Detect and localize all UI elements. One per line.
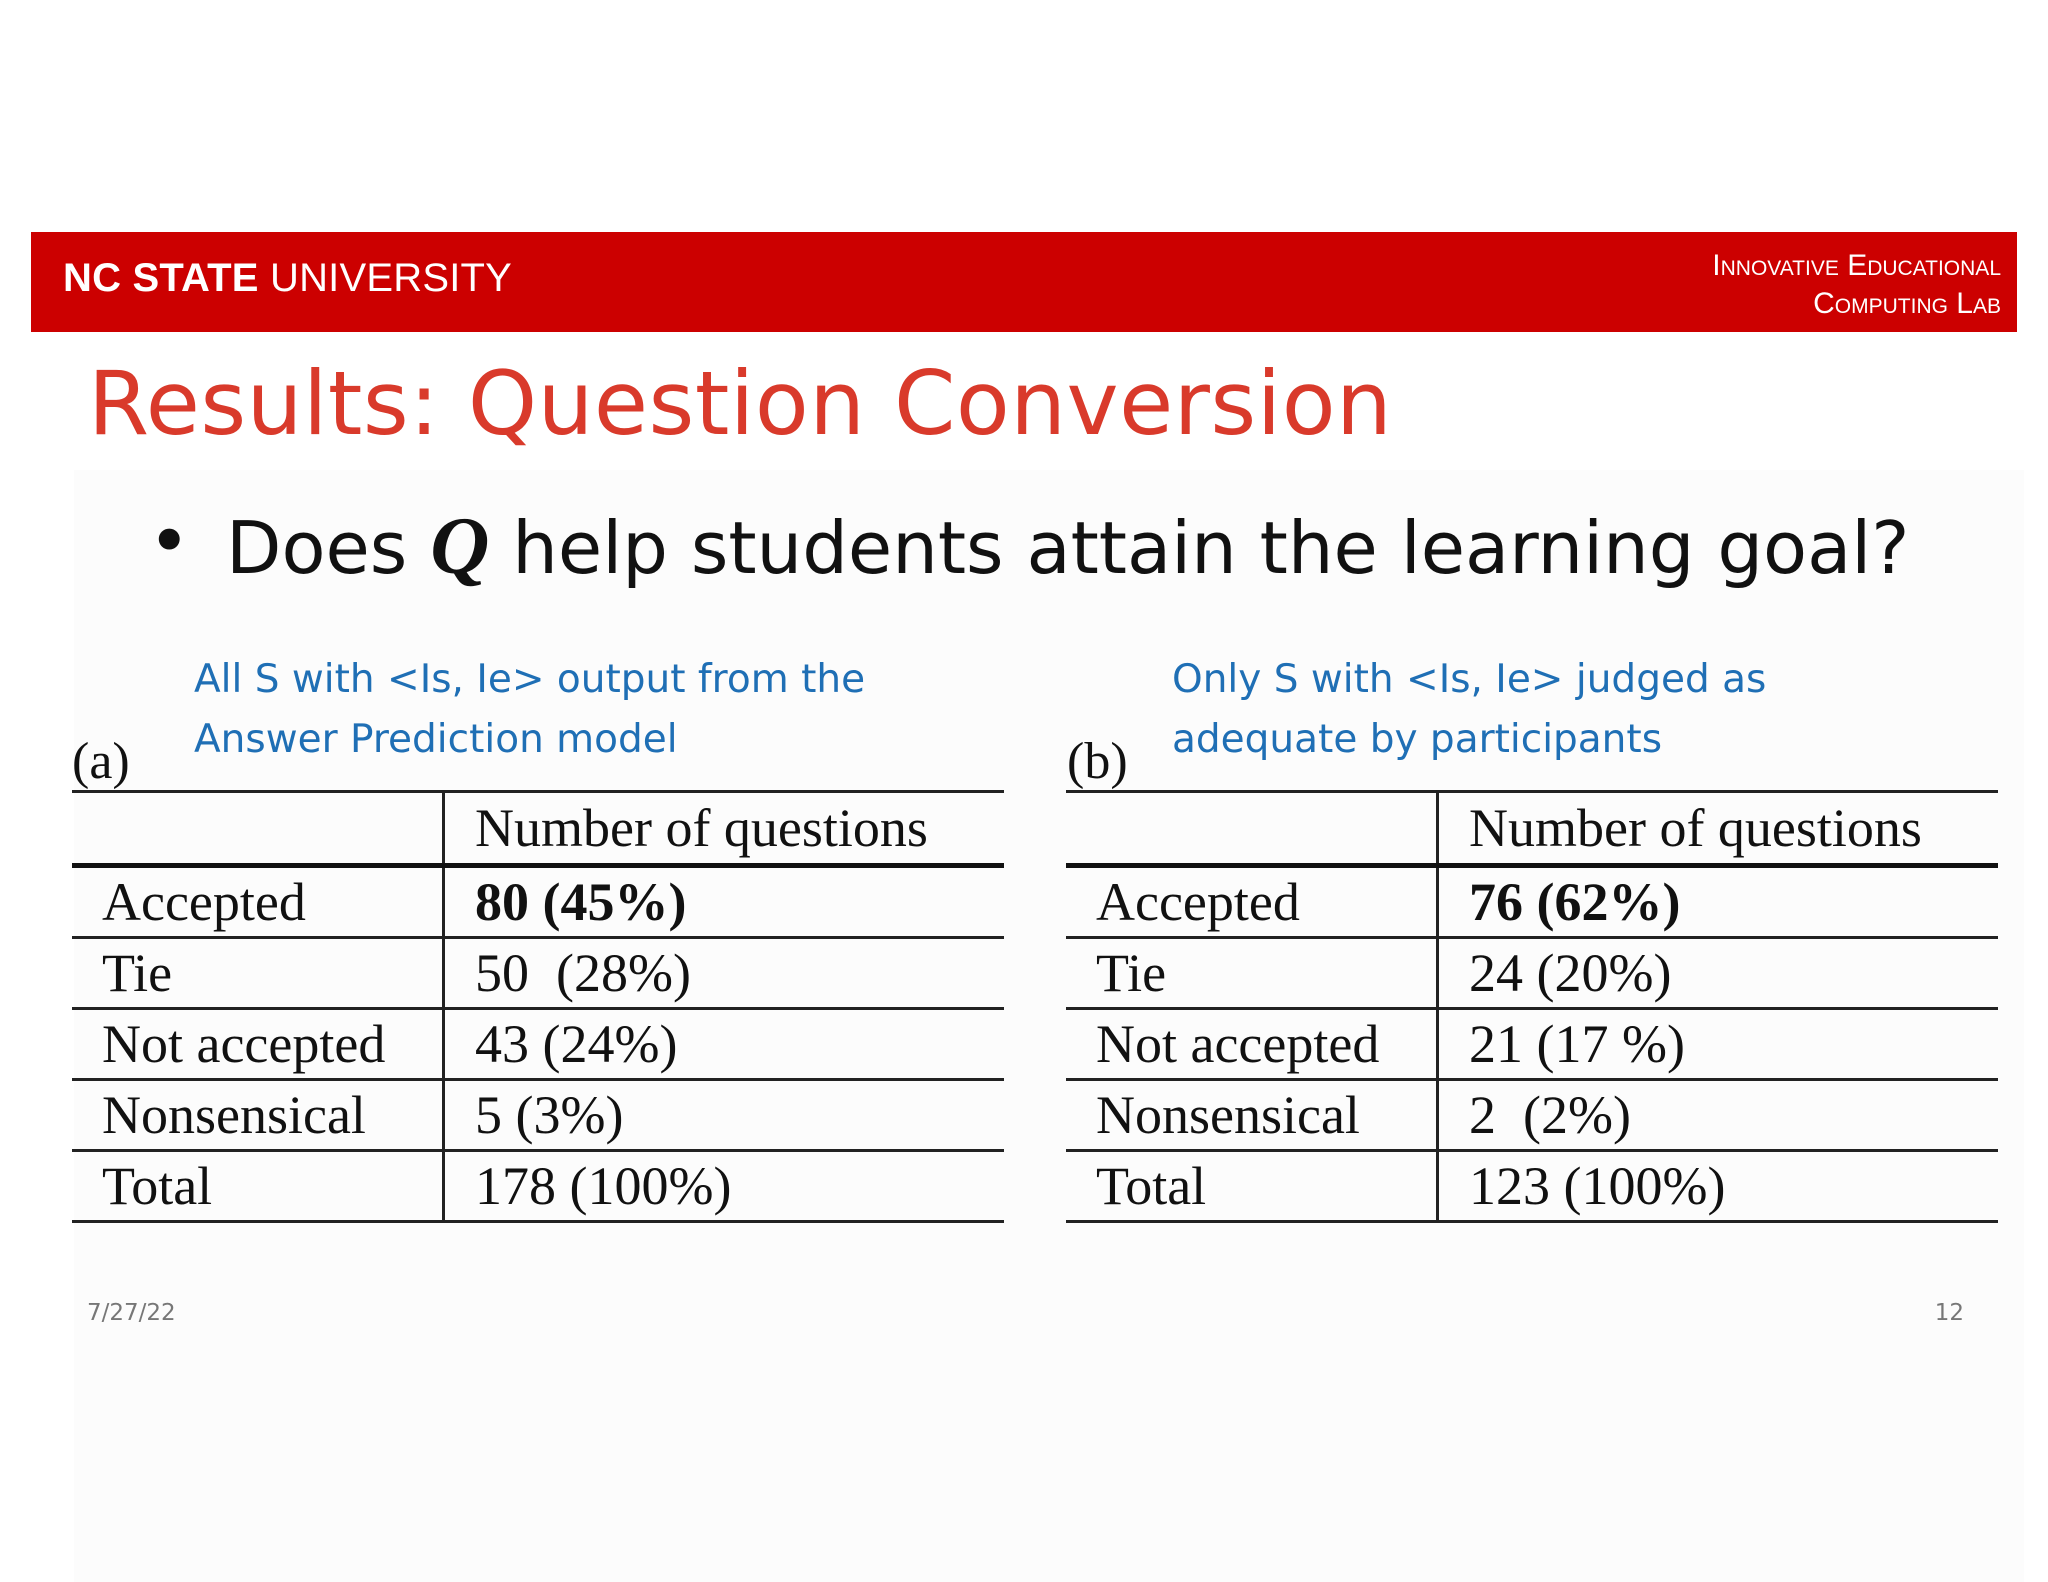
table-row	[72, 866, 1004, 938]
table-a-note-line2: Answer Prediction model	[194, 717, 678, 762]
question-post: help students attain the learning goal?	[489, 506, 1910, 590]
table-corner-cell	[72, 792, 444, 866]
footer-page-number: 12	[1934, 1300, 1964, 1326]
value-cell: 24 (20%)	[1438, 938, 1999, 1009]
question-text	[226, 500, 1910, 591]
table-header-row	[1066, 792, 1998, 866]
table-a	[72, 790, 1004, 1223]
category-cell: Nonsensical	[1066, 1080, 1438, 1151]
value-cell: 76 (62%)	[1438, 866, 1999, 938]
table-corner-cell	[1066, 792, 1438, 866]
value-cell: 123 (100%)	[1438, 1151, 1999, 1222]
category-cell: Tie	[1066, 938, 1438, 1009]
value-cell: 178 (100%)	[444, 1151, 1005, 1222]
category-cell: Tie	[72, 938, 444, 1009]
footer-date: 7/27/22	[87, 1300, 176, 1326]
table-a-label: (a)	[72, 733, 130, 790]
value-cell: 50 (28%)	[444, 938, 1005, 1009]
table-b-note	[1172, 650, 1766, 770]
value-cell: 43 (24%)	[444, 1009, 1005, 1080]
category-cell: Accepted	[72, 866, 444, 938]
table-row	[1066, 866, 1998, 938]
lab-name-line1: Innovative Educational	[1712, 249, 2001, 282]
table-row	[72, 1009, 1004, 1080]
value-cell: 80 (45%)	[444, 866, 1005, 938]
table-a-note-line1: All S with <Is, Ie> output from the	[194, 657, 866, 702]
category-cell: Total	[72, 1151, 444, 1222]
header-banner	[31, 232, 2017, 332]
table-b-note-line1: Only S with <Is, Ie> judged as	[1172, 657, 1767, 702]
table-a-note	[194, 650, 865, 770]
table-header-row	[72, 792, 1004, 866]
category-cell: Not accepted	[72, 1009, 444, 1080]
table-header-cell: Number of questions	[444, 792, 1005, 866]
lab-name-line2: Computing Lab	[1813, 287, 2001, 320]
category-cell: Not accepted	[1066, 1009, 1438, 1080]
logo-nc-state: NC STATE	[63, 256, 259, 300]
table-row	[72, 938, 1004, 1009]
table-b-label: (b)	[1067, 733, 1128, 790]
value-cell: 21 (17 %)	[1438, 1009, 1999, 1080]
logo-university: UNIVERSITY	[258, 256, 513, 300]
value-cell: 2 (2%)	[1438, 1080, 1999, 1151]
table-row	[1066, 1009, 1998, 1080]
table-header-cell: Number of questions	[1438, 792, 1999, 866]
value-cell: 5 (3%)	[444, 1080, 1005, 1151]
question-pre: Does	[226, 506, 431, 590]
university-logo	[63, 258, 512, 298]
table-b	[1066, 790, 1998, 1223]
slide-title: Results: Question Conversion	[88, 352, 1393, 455]
category-cell: Total	[1066, 1151, 1438, 1222]
table-row	[72, 1151, 1004, 1222]
table-row	[72, 1080, 1004, 1151]
bullet-icon: •	[148, 499, 191, 583]
table-row	[1066, 1151, 1998, 1222]
lab-name	[1712, 247, 2001, 323]
table-b-note-line2: adequate by participants	[1172, 717, 1663, 762]
table-row	[1066, 938, 1998, 1009]
category-cell: Nonsensical	[72, 1080, 444, 1151]
table-row	[1066, 1080, 1998, 1151]
question-symbol: Q	[430, 500, 490, 591]
category-cell: Accepted	[1066, 866, 1438, 938]
